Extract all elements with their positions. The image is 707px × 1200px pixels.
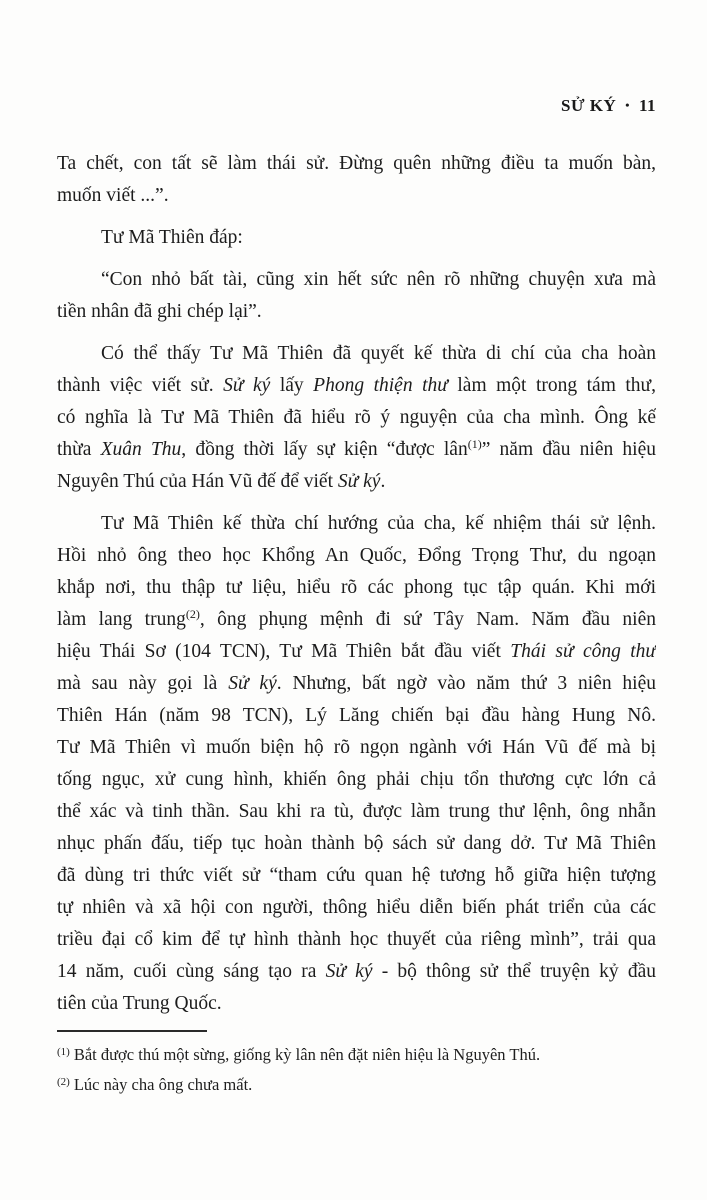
text-line <box>57 296 656 328</box>
text-segment: . Nhưng, bất ngờ vào năm thứ 3 niên hiệu <box>276 673 656 694</box>
text-segment: tiên của Trung Quốc. <box>57 993 222 1014</box>
text-line <box>57 828 656 860</box>
italic-text: Xuân Thu <box>100 439 182 460</box>
text-line <box>57 924 656 956</box>
text-segment: đã dùng tri thức viết sử “tham cứu quan hệ tương hỗ giữa hiện tượng <box>57 865 656 886</box>
footnote-marker: (1) <box>57 1046 70 1058</box>
text-segment: tiền nhân đã ghi chép lại”. <box>57 301 262 322</box>
text-segment: Tư Mã Thiên vì muốn biện hộ rõ ngọn ngành với Hán Vũ đế mà bị <box>57 737 656 758</box>
text-line <box>57 572 656 604</box>
text-line <box>57 148 656 180</box>
text-segment: triều đại cổ kim để tự hình thành học thuyết của riêng mình”, trải qua <box>57 929 656 950</box>
text-line <box>57 434 656 466</box>
paragraph <box>57 508 656 1020</box>
italic-text: Sử ký <box>223 375 271 396</box>
italic-text: Thái sử công thư <box>510 641 656 662</box>
text-segment: , ông phụng mệnh đi sứ Tây Nam. Năm đầu niên <box>199 609 656 630</box>
running-header <box>57 96 656 116</box>
text-segment: , đồng thời lấy sự kiện “được lân <box>181 439 468 460</box>
text-line <box>57 732 656 764</box>
footnote <box>57 1041 656 1071</box>
text-line <box>57 636 656 668</box>
footnote-separator-rule <box>57 1030 207 1032</box>
text-line <box>57 180 656 212</box>
text-segment: có nghĩa là Tư Mã Thiên đã hiểu rõ ý nguyện của cha mình. Ông kế <box>57 407 656 428</box>
text-line <box>57 540 656 572</box>
text-line <box>57 796 656 828</box>
text-segment: thừa <box>57 439 101 460</box>
text-segment: Hồi nhỏ ông theo học Khổng An Quốc, Đổng Trọng Thư, du ngoạn <box>57 545 656 566</box>
text-segment: lấy <box>270 375 314 396</box>
text-segment: Ta chết, con tất sẽ làm thái sử. Đừng quên những điều ta muốn bàn, <box>57 153 656 174</box>
italic-text: Sử ký <box>228 673 277 694</box>
body-text <box>57 148 656 1020</box>
footnote-marker: (1) <box>467 437 482 451</box>
text-line <box>57 700 656 732</box>
text-segment: tự nhiên và xã hội con người, thông hiểu diễn biến phát triển của các <box>57 897 656 918</box>
text-line <box>57 402 656 434</box>
text-line <box>57 338 656 370</box>
text-segment: - bộ thông sử thể truyện kỷ đầu <box>372 961 656 982</box>
text-line <box>57 370 656 402</box>
text-segment: Có thể thấy Tư Mã Thiên đã quyết kế thừa di chí của cha hoàn <box>101 343 656 364</box>
paragraph <box>57 222 656 254</box>
text-line <box>57 508 656 540</box>
text-segment: muốn viết ...”. <box>57 185 169 206</box>
text-segment: Thiên Hán (năm 98 TCN), Lý Lăng chiến bại đầu hàng Hung Nô. <box>57 705 656 726</box>
text-segment: hiệu Thái Sơ (104 TCN), Tư Mã Thiên bắt đầu viết <box>57 641 511 662</box>
italic-text: Sử ký <box>337 471 381 492</box>
page-number: 11 <box>638 96 656 115</box>
footnote-marker: (2) <box>185 607 200 621</box>
text-segment: làm một trong tám thư, <box>447 375 656 396</box>
header-separator-dot: • <box>625 98 630 112</box>
text-segment: làm lang trung <box>57 609 186 630</box>
text-segment: “Con nhỏ bất tài, cũng xin hết sức nên rõ những chuyện xưa mà <box>101 269 656 290</box>
text-line <box>57 956 656 988</box>
text-segment: Nguyên Thú của Hán Vũ đế để viết <box>57 471 338 492</box>
text-segment: 14 năm, cuối cùng sáng tạo ra <box>57 961 326 982</box>
text-segment: . <box>380 471 386 492</box>
text-line <box>57 860 656 892</box>
paragraph <box>57 264 656 328</box>
text-line <box>57 222 656 254</box>
footnotes-section <box>57 1030 656 1101</box>
text-line <box>57 892 656 924</box>
text-segment: Tư Mã Thiên kế thừa chí hướng của cha, kế nhiệm thái sử lệnh. <box>101 513 656 534</box>
text-segment: Tư Mã Thiên đáp: <box>101 227 243 248</box>
text-line <box>57 764 656 796</box>
text-segment: ” năm đầu niên hiệu <box>481 439 656 460</box>
text-segment: khắp nơi, thu thập tư liệu, hiểu rõ các phong tục tập quán. Khi mới <box>57 577 656 598</box>
italic-text: Phong thiện thư <box>313 375 448 396</box>
footnote-text: Lúc này cha ông chưa mất. <box>73 1075 253 1094</box>
footnote-text: Bắt được thú một sừng, giống kỳ lân nên đặt niên hiệu là Nguyên Thú. <box>73 1045 541 1064</box>
text-segment: thể xác và tinh thần. Sau khi ra tù, được làm trung thư lệnh, ông nhẫn <box>57 801 656 822</box>
text-segment: mà sau này gọi là <box>57 673 229 694</box>
footnote-marker: (2) <box>57 1076 70 1088</box>
text-segment: thành việc viết sử. <box>57 375 224 396</box>
italic-text: Sử ký <box>325 961 373 982</box>
text-line <box>57 264 656 296</box>
paragraph <box>57 148 656 212</box>
paragraph <box>57 338 656 498</box>
text-segment: tống ngục, xử cung hình, khiến ông phải chịu tổn thương cực lớn cả <box>57 769 656 790</box>
text-line <box>57 988 656 1020</box>
running-header-title: SỬ KÝ <box>560 96 617 115</box>
text-line <box>57 604 656 636</box>
footnote <box>57 1071 656 1101</box>
footnotes <box>57 1041 656 1101</box>
text-line <box>57 668 656 700</box>
text-line <box>57 466 656 498</box>
text-segment: nhục phấn đấu, tiếp tục hoàn thành bộ sách sử dang dở. Tư Mã Thiên <box>57 833 656 854</box>
